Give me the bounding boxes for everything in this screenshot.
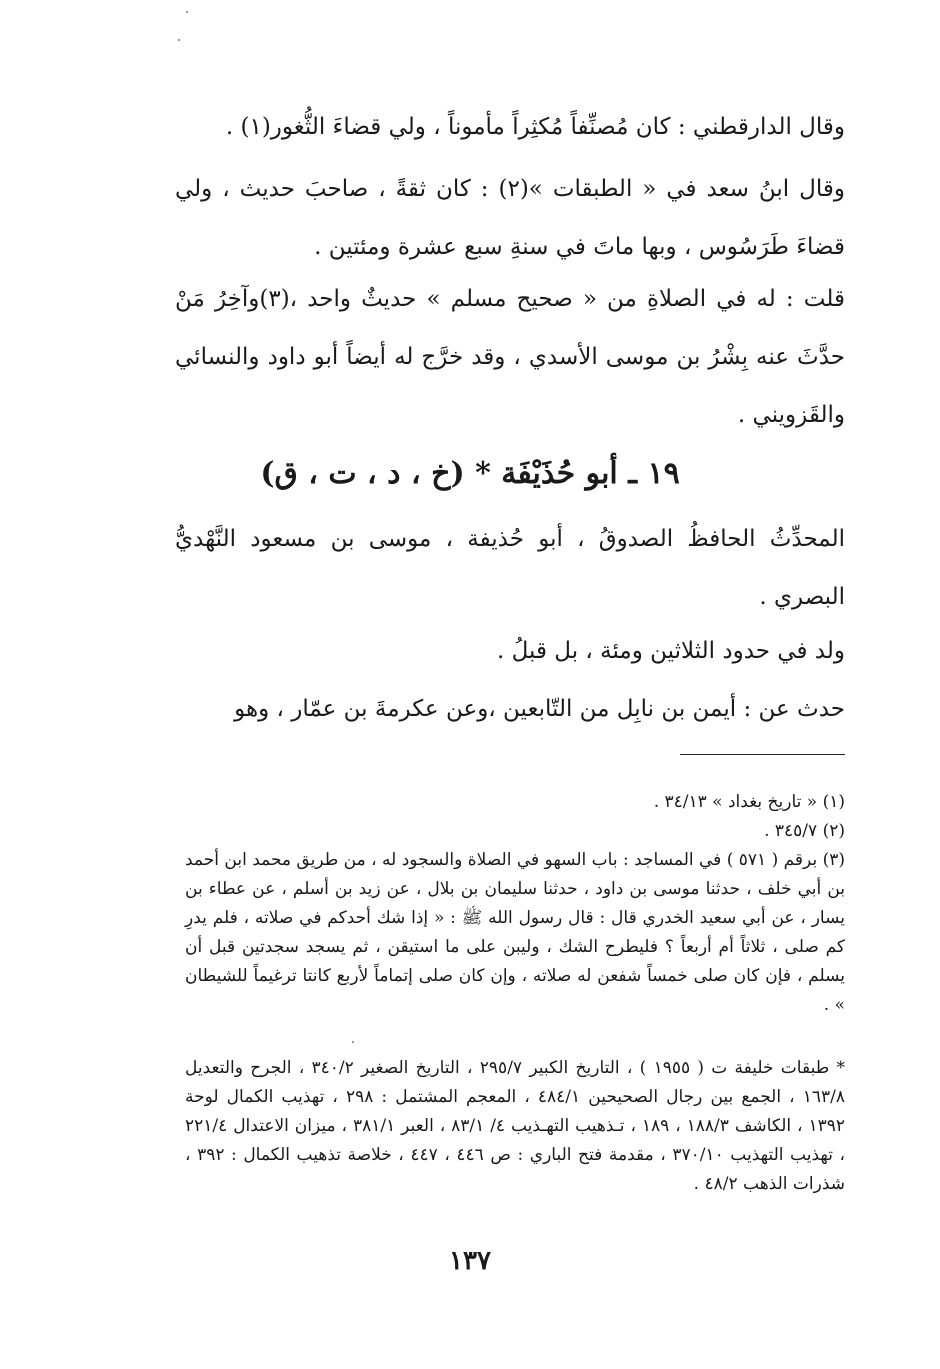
footnote-3: (٣) برقم ( ٥٧١ ) في المساجد : باب السهو في الصلاة والسجود له ، من طريق محمد ابن أحمد بن أبي خلف ، حدثنا موسى بن داود ، حدثنا سليمان بن بلال ، عن زيد بن أسلم ، عن عطاء بن يسار ، عن أبي سعيد الخدري قال : قال رسول الله ﷺ : « إذا شك أحدكم في صلاته ، فلم يدرِ كم صلى ، ثلاثاً أم أربعاً ؟ فليطرح الشك ، وليبن على ما استيقن ، ثم يسجد سجدتين قبل أن يسلم ، فإن كان صلى خمساً شفعن له صلاته ، وإن كان صلى إتماماً لأربع كانتا ترغيماً للشيطان » . — [185, 850, 845, 1015]
paragraph-ibn-saad: وقال ابنُ سعد في « الطبقات »(٢) : كان ثقةً ، صاحبَ حديث ، ولي قضاءَ طَرَسُوس ، وبها ماتَ في سنةِ سبع عشرة ومئتين . — [175, 176, 845, 260]
scan-speck — [178, 39, 180, 41]
scan-speck — [352, 1041, 354, 1043]
paragraph-qult: قلت : له في الصلاةِ من « صحيح مسلم » حديثٌ واحد ،(٣)وآخِرُ مَنْ حدَّثَ عنه بِشْرُ بن موسى الأسدي ، وقد خرَّج له أيضاً أبو داود والنسائي والقَزويني . — [175, 286, 845, 428]
scan-speck — [186, 11, 188, 13]
footnote-divider — [680, 754, 845, 755]
footnote-1: (١) « تاريخ بغداد » ٣٤/١٣ . — [653, 792, 845, 812]
paragraph-intro: المحدِّثُ الحافظُ الصدوقُ ، أبو حُذيفة ، موسى بن مسعود النَّهْديُّ البصري . — [175, 526, 845, 610]
entry-heading: ١٩ ـ أبو حُذَيْفَة * (خ ، د ، ت ، ق) — [260, 456, 680, 491]
footnote-2: (٢) ٣٤٥/٧ . — [764, 821, 845, 841]
paragraph-birth: ولد في حدود الثلاثين ومئة ، بل قبلُ . — [497, 638, 845, 664]
sources-footnote: * طبقات خليفة ت ( ١٩٥٥ ) ، التاريخ الكبير ٢٩٥/٧ ، التاريخ الصغير ٣٤٠/٢ ، الجرح والتعديل ١٦٣/٨ ، الجمع بين رجال الصحيحين ٤٨٤/١ ، المعجم المشتمل : ٢٩٨ ، تهذيب الكمال لوحة ١٣٩٢ ، الكاشف ١٨٨/٣ ، ١٨٩ ، تـذهيب التهـذيب ٤/ ٨٣/١ ، العبر ٣٨١/١ ، ميزان الاعتدال ٢٢١/٤ ، تهذيب التهذيب ٣٧٠/١٠ ، مقدمة فتح الباري : ص ٤٤٦ ، ٤٤٧ ، خلاصة تذهيب الكمال : ٣٩٢ ، شذرات الذهب ٤٨/٢ . — [185, 1058, 846, 1194]
paragraph-teachers: حدث عن : أيمن بن نابِل من التّابعين ،وعن عكرمةَ بن عمّار ، وهو — [234, 696, 845, 722]
paragraph-daraqutni: وقال الدارقطني : كان مُصنِّفاً مُكثِراً مأموناً ، ولي قضاءَ الثُّغور(١) . — [225, 114, 845, 140]
page-number: ١٣٧ — [449, 1246, 491, 1276]
